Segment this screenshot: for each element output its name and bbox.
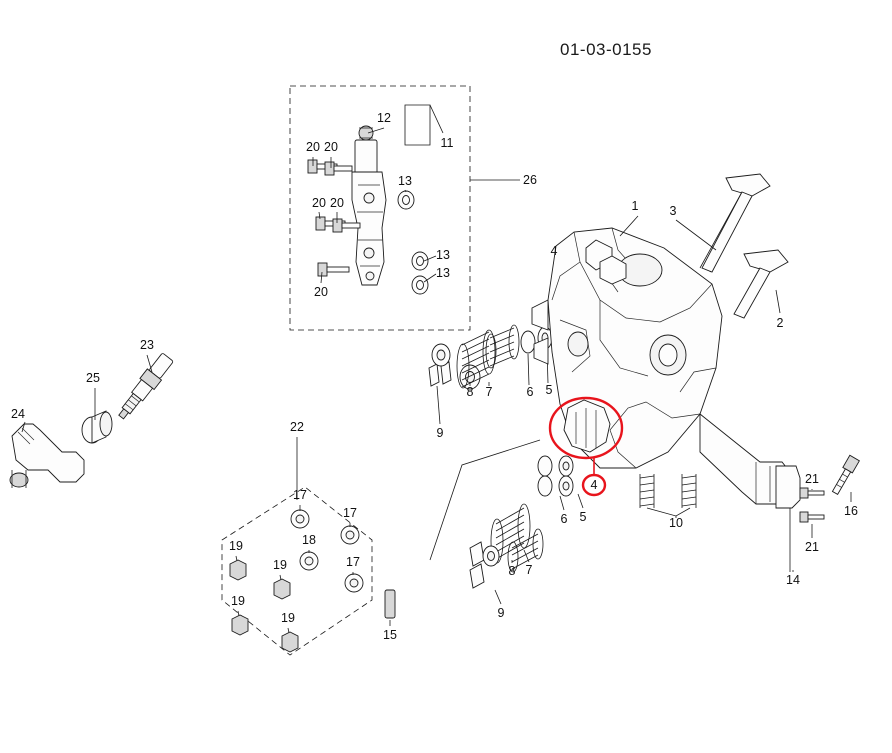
washer-nut-group	[230, 505, 363, 652]
callout-13: 13	[436, 266, 450, 280]
callout-19: 19	[231, 594, 245, 608]
callout-20: 20	[314, 285, 328, 299]
valve-spring-group-lower	[385, 440, 583, 626]
callout-14: 14	[786, 573, 800, 587]
callout-1: 1	[631, 199, 639, 213]
callout-17: 17	[293, 488, 307, 502]
callout-18: 18	[302, 533, 316, 547]
callout-8: 8	[508, 564, 516, 578]
callout-5: 5	[545, 383, 553, 397]
callout-22: 22	[290, 420, 304, 434]
diagram-number: 01-03-0155	[560, 40, 652, 59]
callout-23: 23	[140, 338, 154, 352]
callout-19: 19	[229, 539, 243, 553]
callout-17: 17	[343, 506, 357, 520]
callout-26: 26	[523, 173, 537, 187]
valve-spring-group-upper	[429, 325, 552, 424]
callout-21: 21	[805, 540, 819, 554]
callout-3: 3	[669, 204, 677, 218]
callout-9: 9	[497, 606, 505, 620]
callout-21: 21	[805, 472, 819, 486]
callout-13: 13	[436, 248, 450, 262]
callout-5: 5	[579, 510, 587, 524]
callout-20: 20	[306, 140, 320, 154]
callout-19: 19	[273, 558, 287, 572]
callout-4: 4	[590, 478, 598, 492]
callout-13: 13	[398, 174, 412, 188]
callout-24: 24	[11, 407, 25, 421]
callout-4: 4	[550, 244, 558, 258]
rocker-arm-assembly	[308, 105, 443, 294]
callout-12: 12	[377, 111, 391, 125]
callout-2: 2	[776, 316, 784, 330]
callout-6: 6	[526, 385, 534, 399]
callout-11: 11	[440, 136, 454, 150]
callout-20: 20	[312, 196, 326, 210]
callout-20: 20	[324, 140, 338, 154]
callout-7: 7	[485, 385, 493, 399]
callout-20: 20	[330, 196, 344, 210]
callout-9: 9	[436, 426, 444, 440]
callout-6: 6	[560, 512, 568, 526]
callout-17: 17	[346, 555, 360, 569]
callout-16: 16	[844, 504, 858, 518]
callout-25: 25	[86, 371, 100, 385]
callout-8: 8	[466, 385, 474, 399]
callout-10: 10	[669, 516, 683, 530]
item-10-springs	[640, 474, 696, 518]
callout-19: 19	[281, 611, 295, 625]
callout-7: 7	[525, 563, 533, 577]
callout-15: 15	[383, 628, 397, 642]
